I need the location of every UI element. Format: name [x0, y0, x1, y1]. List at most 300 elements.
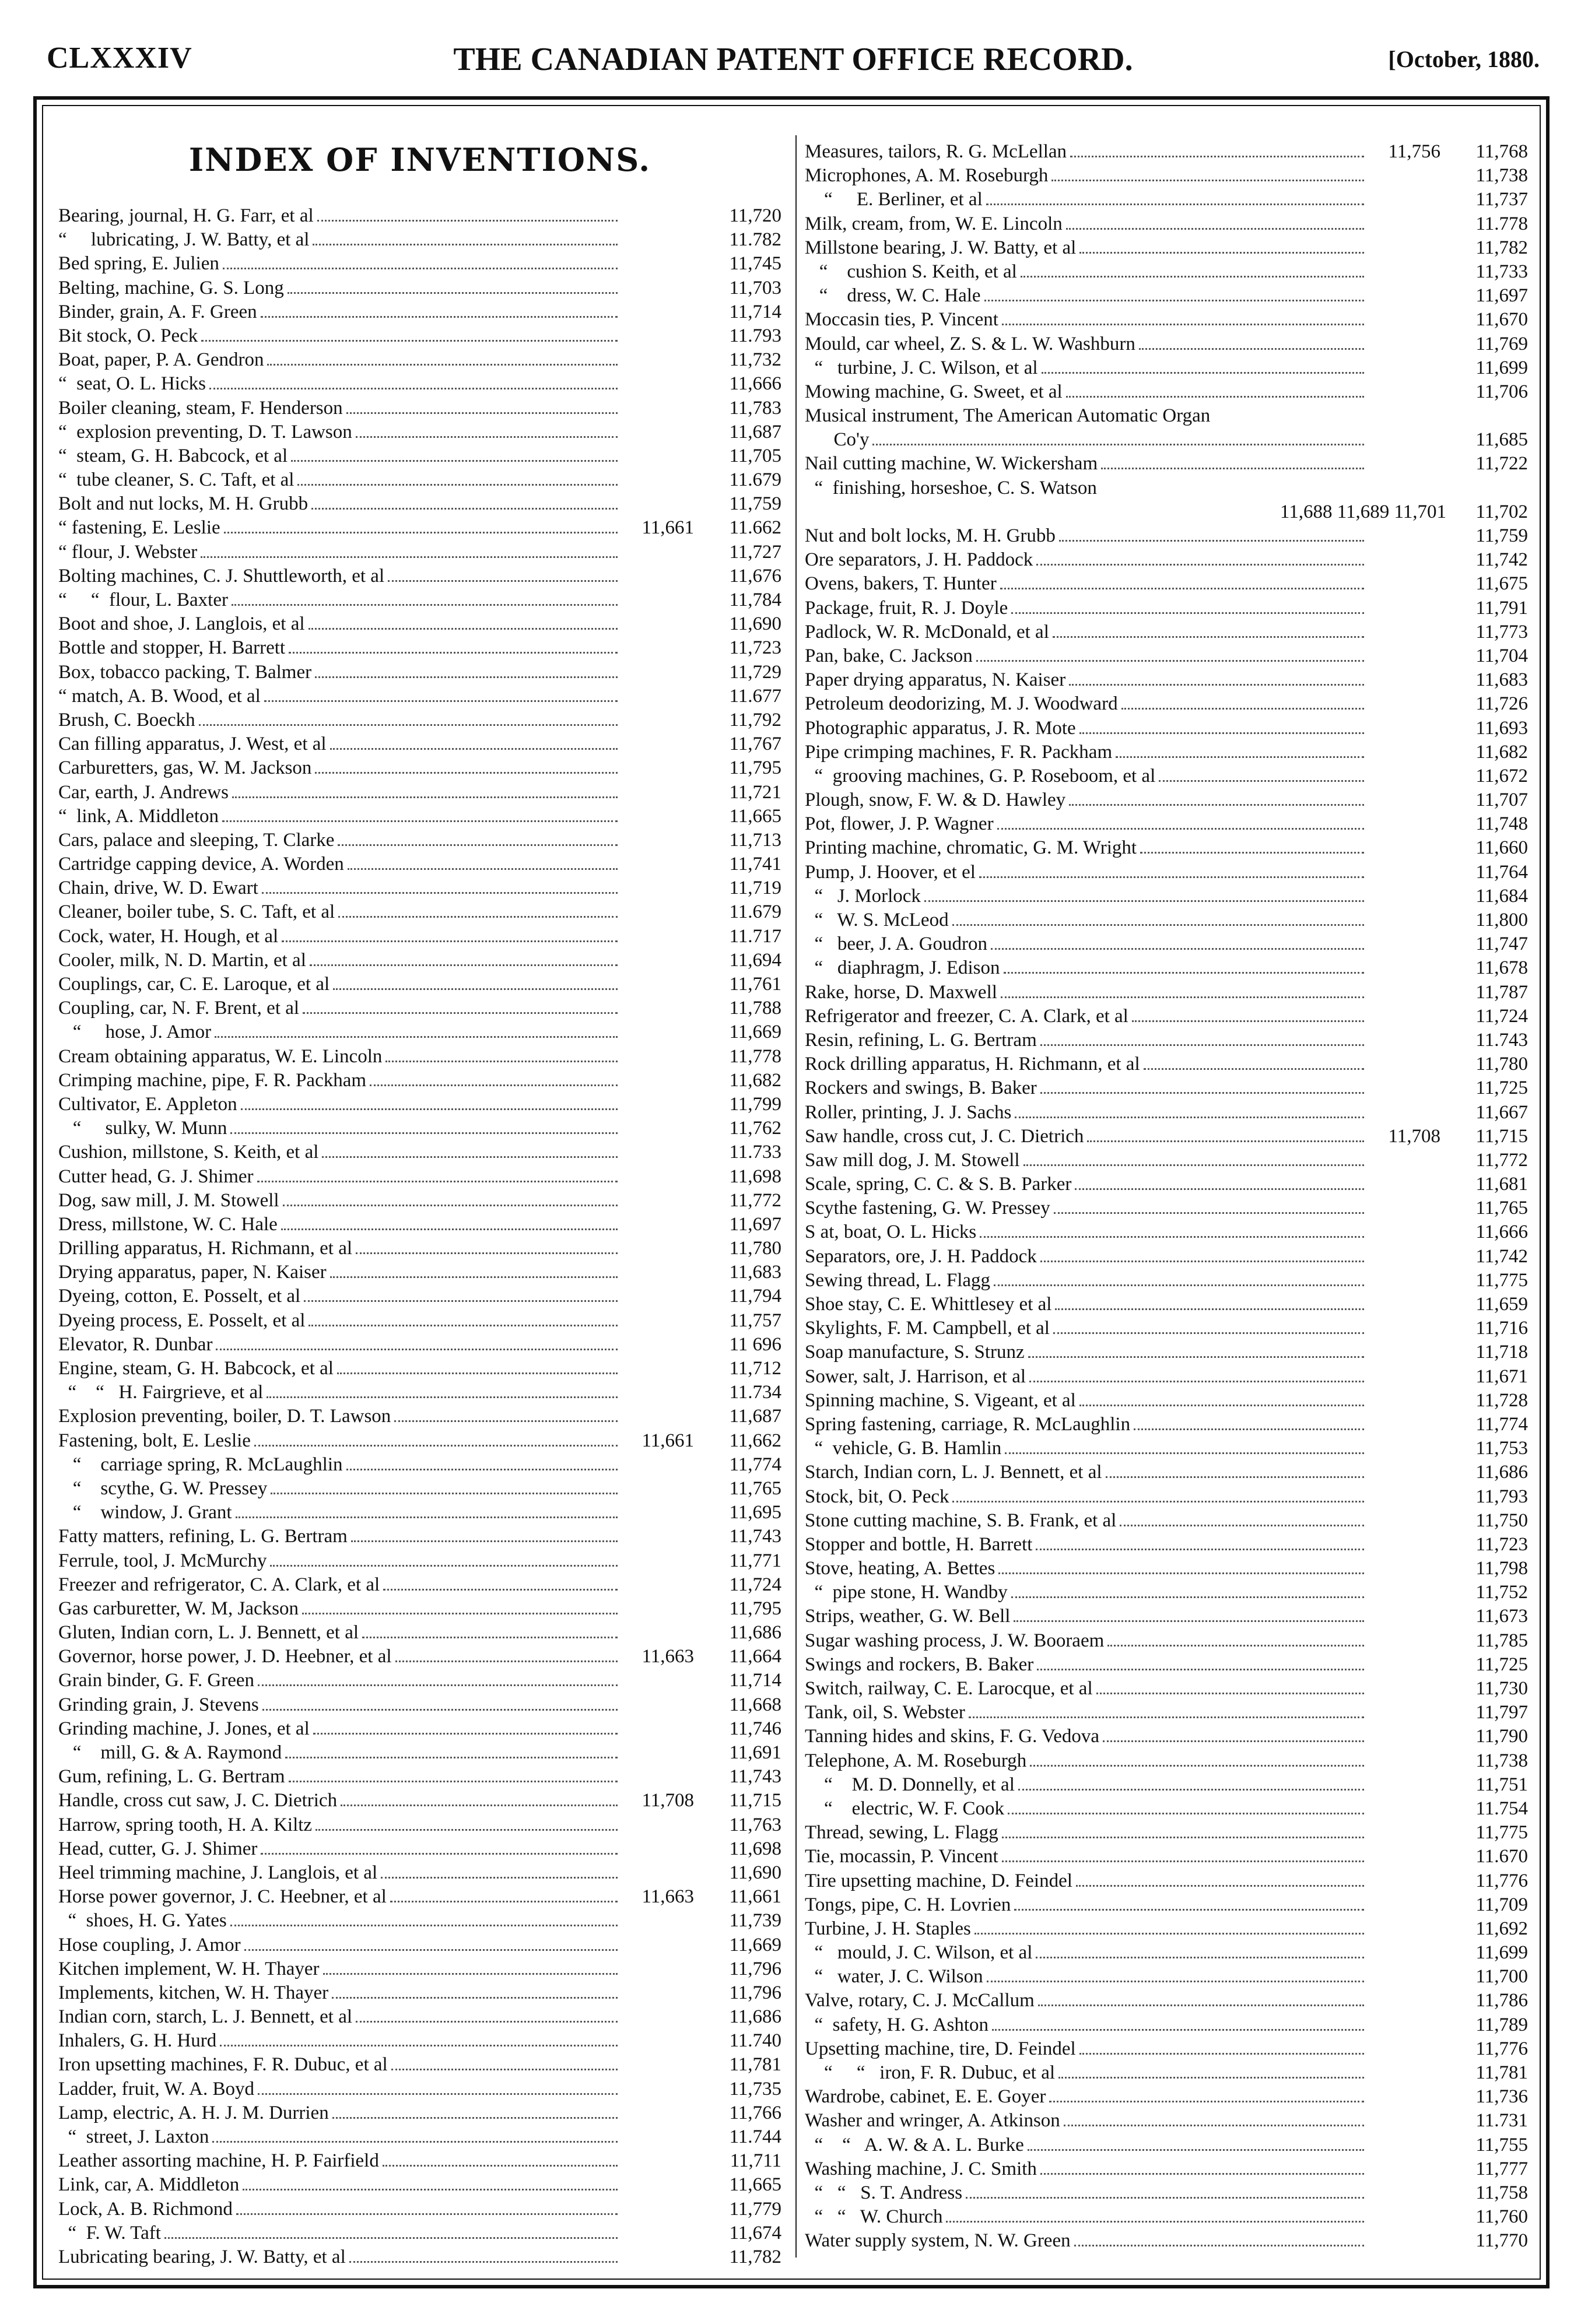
entry-subject: Sugar washing process, J. W. Booraem — [805, 1630, 1105, 1651]
entry-patent-number: 11,748 — [1475, 813, 1528, 835]
entry-patent-number: 11,751 — [1475, 1774, 1528, 1795]
leader-dots — [1116, 756, 1364, 758]
index-entry — [805, 1725, 1528, 1749]
index-entry — [805, 596, 1528, 620]
index-entry — [58, 492, 781, 516]
index-entry — [805, 2181, 1528, 2205]
entry-subject: Grain binder, G. F. Green — [58, 1670, 255, 1691]
entry-patent-number: 11,724 — [729, 1574, 781, 1595]
entry-subject: Washer and wringer, A. Atkinson — [805, 2110, 1060, 2132]
entry-subject: Saw mill dog, J. M. Stowell — [805, 1149, 1020, 1171]
entry-patent-number: 11,759 — [1475, 525, 1528, 546]
index-entry — [58, 1405, 781, 1428]
index-entry — [58, 2029, 781, 2053]
leader-dots — [1011, 1596, 1364, 1598]
leader-dots — [264, 700, 618, 702]
index-entry — [58, 949, 781, 973]
entry-patent-number: 11,783 — [729, 397, 781, 419]
entry-subject: Cutter head, G. J. Shimer — [58, 1165, 254, 1187]
leader-dots — [309, 1325, 618, 1326]
index-entry — [805, 1749, 1528, 1773]
index-entry — [805, 1797, 1528, 1821]
entry-subject: Refrigerator and freezer, C. A. Clark, et al — [805, 1005, 1128, 1027]
index-entry — [805, 981, 1528, 1005]
page-number: CLXXXIV — [47, 41, 192, 75]
entry-subject: Harrow, spring tooth, H. A. Kiltz — [58, 1814, 313, 1835]
leader-dots — [316, 1829, 618, 1831]
entry-subject: Iron upsetting machines, F. R. Dubuc, et al — [58, 2054, 388, 2076]
index-entry — [58, 2173, 781, 2197]
entry-patent-number: 11,687 — [729, 1406, 781, 1427]
entry-patent-number: 11.743 — [1475, 1029, 1528, 1051]
entry-patent-number: 11,760 — [1475, 2206, 1528, 2228]
index-entry — [58, 2125, 781, 2149]
leader-dots — [212, 2141, 618, 2143]
entry-patent-number: 11,765 — [1475, 1198, 1528, 1219]
leader-dots — [1004, 972, 1364, 974]
entry-subject: Co'y — [805, 429, 870, 451]
leader-dots — [209, 388, 618, 389]
entry-subject: Starch, Indian corn, L. J. Bennett, et al — [805, 1462, 1102, 1483]
index-entry — [805, 1076, 1528, 1100]
leader-dots — [1087, 1140, 1364, 1142]
entry-subject: Moccasin ties, P. Vincent — [805, 309, 998, 331]
leader-dots — [348, 868, 618, 870]
entry-subject: “ window, J. Grant — [58, 1502, 232, 1523]
entry-patent-number: 11,757 — [729, 1310, 781, 1331]
entry-subject: Musical instrument, The American Automatic Organ — [805, 405, 1211, 427]
index-entry — [805, 2061, 1528, 2085]
entry-patent-number: 11,733 — [1475, 261, 1528, 282]
leader-dots — [270, 1565, 618, 1567]
index-entry — [58, 2197, 781, 2221]
leader-dots — [1005, 1452, 1364, 1454]
entry-patent-number: 11.731 — [1475, 2110, 1528, 2132]
issue-date: [October, 1880. — [1388, 46, 1540, 72]
leader-dots — [332, 2117, 618, 2119]
entry-subject: Cars, palace and sleeping, T. Clarke — [58, 829, 335, 851]
leader-dots — [987, 1981, 1364, 1982]
entry-subject: Brush, C. Boeckh — [58, 709, 195, 731]
index-entry — [805, 1149, 1528, 1172]
leader-dots — [356, 2021, 618, 2023]
entry-patent-number: 11,727 — [729, 541, 781, 563]
index-entry — [805, 2037, 1528, 2061]
entry-patent-number: 11,683 — [729, 1262, 781, 1283]
entry-patent-number: 11,732 — [729, 349, 781, 371]
entry-subject: Cooler, milk, N. D. Martin, et al — [58, 949, 306, 971]
entry-subject: Wardrobe, cabinet, E. E. Goyer — [805, 2086, 1046, 2108]
entry-subject: “ turbine, J. C. Wilson, et al — [805, 357, 1038, 378]
leader-dots — [258, 1684, 618, 1686]
entry-subject: Horse power governor, J. C. Heebner, et al — [58, 1886, 387, 1908]
index-title: INDEX OF INVENTIONS. — [188, 141, 651, 178]
leader-dots — [1001, 996, 1364, 998]
leader-dots — [952, 924, 1364, 926]
leader-dots — [1096, 1693, 1364, 1694]
index-entry — [58, 1357, 781, 1381]
leader-dots — [310, 964, 618, 966]
entry-patent-number: 11,726 — [1475, 693, 1528, 715]
index-entry — [58, 1069, 781, 1093]
leader-dots — [257, 1181, 618, 1182]
entry-subject: Inhalers, G. H. Hurd — [58, 2030, 217, 2052]
entry-patent-number: 11,715 — [1475, 1125, 1528, 1147]
index-entry — [58, 348, 781, 372]
entry-subject: “ flour, J. Webster — [58, 541, 198, 563]
leader-dots — [1134, 1428, 1364, 1430]
entry-subject: Upsetting machine, tire, D. Feindel — [805, 2038, 1076, 2059]
entry-extra-number: 11,661 — [641, 1430, 694, 1451]
entry-subject: Mowing machine, G. Sweet, et al — [805, 381, 1063, 402]
entry-subject: Bottle and stopper, H. Barrett — [58, 637, 286, 659]
entry-patent-number: 11,766 — [729, 2102, 781, 2123]
entry-subject: Bolt and nut locks, M. H. Grubb — [58, 493, 309, 515]
entry-patent-number: 11,781 — [729, 2054, 781, 2076]
entry-patent-number: 11,796 — [729, 1982, 781, 2003]
entry-subject: Indian corn, starch, L. J. Bennett, et al — [58, 2006, 353, 2028]
entry-patent-number: 11,782 — [729, 2246, 781, 2267]
entry-patent-number: 11,682 — [1475, 741, 1528, 763]
entry-subject: Stock, bit, O. Peck — [805, 1486, 949, 1507]
entry-patent-number: 11.717 — [729, 925, 781, 947]
leader-dots — [302, 1613, 618, 1614]
leader-dots — [216, 1349, 618, 1350]
entry-extra-number: 11,756 — [1388, 141, 1440, 162]
index-entry — [58, 252, 781, 276]
leader-dots — [383, 1589, 618, 1591]
entry-subject: Box, tobacco packing, T. Balmer — [58, 661, 312, 683]
entry-subject: Printing machine, chromatic, G. M. Wright — [805, 837, 1137, 859]
leader-dots — [1000, 588, 1364, 589]
entry-subject: Dress, millstone, W. C. Hale — [58, 1213, 278, 1235]
entry-patent-number: 11,773 — [1475, 621, 1528, 643]
index-entry — [805, 500, 1528, 524]
leader-dots — [1079, 1405, 1364, 1406]
leader-dots — [1101, 468, 1364, 469]
index-entry — [58, 1453, 781, 1477]
leader-dots — [1139, 348, 1364, 350]
leader-dots — [254, 1445, 618, 1447]
index-entry — [58, 1501, 781, 1525]
leader-dots — [966, 2197, 1364, 2199]
index-entry — [58, 1645, 781, 1669]
entry-subject: Resin, refining, L. G. Bertram — [805, 1029, 1037, 1051]
entry-patent-number: 11,770 — [1475, 2230, 1528, 2252]
index-entry — [805, 1509, 1528, 1533]
entry-subject: Microphones, A. M. Roseburgh — [805, 165, 1049, 187]
entry-subject: “ electric, W. F. Cook — [805, 1798, 1004, 1819]
entry-patent-number: 11,661 — [729, 1886, 781, 1908]
entry-subject: Drilling apparatus, H. Richmann, et al — [58, 1238, 353, 1259]
leader-dots — [969, 1716, 1364, 1718]
page-header — [47, 41, 1540, 82]
leader-dots — [309, 628, 618, 630]
index-entry — [805, 524, 1528, 548]
index-entry — [805, 2133, 1528, 2157]
index-entry — [805, 548, 1528, 572]
entry-patent-number: 11,713 — [729, 829, 781, 851]
entry-patent-number: 11,790 — [1475, 1726, 1528, 1747]
entry-subject: Handle, cross cut saw, J. C. Dietrich — [58, 1790, 338, 1812]
entry-subject: Soap manufacture, S. Strunz — [805, 1342, 1025, 1363]
entry-patent-number: 11.670 — [1475, 1846, 1528, 1867]
index-entry — [805, 2109, 1528, 2133]
index-entry — [805, 1485, 1528, 1509]
entry-patent-number: 11,792 — [729, 709, 781, 731]
index-entry — [58, 1093, 781, 1117]
leader-dots — [313, 1733, 618, 1735]
index-entry — [58, 2149, 781, 2173]
index-entry — [805, 764, 1528, 788]
entry-patent-number: 11,700 — [1475, 1966, 1528, 1988]
entry-patent-number: 11,715 — [729, 1790, 781, 1812]
entry-patent-number: 11,682 — [729, 1069, 781, 1091]
entry-subject: Package, fruit, R. J. Doyle — [805, 597, 1008, 619]
entry-subject: Fastening, bolt, E. Leslie — [58, 1430, 251, 1451]
entry-patent-number: 11,743 — [729, 1526, 781, 1547]
index-entry — [805, 836, 1528, 860]
entry-subject: Swings and rockers, B. Baker — [805, 1654, 1034, 1675]
index-entry — [805, 1005, 1528, 1028]
index-entry — [805, 1773, 1528, 1797]
leader-dots — [220, 2045, 618, 2046]
leader-dots — [289, 1781, 618, 1782]
entry-patent-number: 11.679 — [729, 901, 781, 923]
entry-patent-number: 11,794 — [729, 1286, 781, 1307]
leader-dots — [390, 1901, 618, 1902]
entry-subject: Washing machine, J. C. Smith — [805, 2158, 1037, 2179]
leader-dots — [337, 1372, 618, 1374]
entry-patent-number: 11,776 — [1475, 1870, 1528, 1891]
entry-patent-number: 11,742 — [1475, 549, 1528, 571]
entry-subject: Ladder, fruit, W. A. Boyd — [58, 2078, 254, 2100]
index-entry — [805, 1340, 1528, 1364]
entry-patent-number: 11.740 — [729, 2030, 781, 2052]
entry-patent-number: 11,675 — [1475, 573, 1528, 595]
entry-patent-number: 11,703 — [729, 277, 781, 299]
entry-patent-number: 11,662 — [729, 1430, 781, 1451]
leader-dots — [333, 988, 618, 990]
entry-subject: “ vehicle, G. B. Hamlin — [805, 1438, 1002, 1459]
leader-dots — [349, 2261, 618, 2263]
leader-dots — [267, 364, 618, 366]
leader-dots — [998, 1572, 1364, 1574]
entry-patent-number: 11,705 — [729, 445, 781, 466]
entry-subject: “ water, J. C. Wilson — [805, 1966, 983, 1988]
index-entry — [58, 1381, 781, 1405]
leader-dots — [979, 876, 1364, 878]
index-entry — [58, 612, 781, 636]
entry-patent-number: 11,791 — [1475, 597, 1528, 619]
index-entry — [58, 204, 781, 228]
entry-subject: Saw handle, cross cut, J. C. Dietrich — [805, 1125, 1084, 1147]
entry-patent-number: 11.782 — [729, 229, 781, 251]
index-entry — [805, 1269, 1528, 1293]
index-entry — [805, 1317, 1528, 1340]
entry-subject: Ovens, bakers, T. Hunter — [805, 573, 997, 595]
leader-dots — [243, 2189, 618, 2190]
leader-dots — [1040, 1261, 1364, 1262]
entry-patent-number: 11,725 — [1475, 1077, 1528, 1099]
entry-patent-number: 11,723 — [729, 637, 781, 659]
entry-subject: “ F. W. Taft — [58, 2222, 161, 2244]
entry-patent-number: 11,681 — [1475, 1174, 1528, 1195]
entry-patent-number: 11,738 — [1475, 165, 1528, 187]
entry-patent-number: 11,716 — [1475, 1318, 1528, 1339]
entry-patent-number: 11,665 — [729, 805, 781, 827]
leader-dots — [362, 1637, 618, 1638]
entry-patent-number: 11,777 — [1475, 2158, 1528, 2179]
entry-patent-number: 11,721 — [729, 781, 781, 803]
entry-subject: Spring fastening, carriage, R. McLaughlin — [805, 1413, 1131, 1435]
leader-dots — [1064, 2125, 1364, 2126]
entry-patent-number: 11,785 — [1475, 1630, 1528, 1651]
leader-dots — [1066, 396, 1364, 398]
leader-dots — [1037, 1669, 1364, 1670]
entry-patent-number: 11,698 — [729, 1838, 781, 1859]
leader-dots — [285, 1757, 618, 1758]
entry-subject: Pot, flower, J. P. Wagner — [805, 813, 994, 835]
entry-patent-number: 11.793 — [729, 325, 781, 346]
entry-subject: Skylights, F. M. Campbell, et al — [805, 1318, 1050, 1339]
index-entry — [805, 260, 1528, 284]
index-entry — [58, 756, 781, 780]
leader-dots — [351, 1540, 618, 1542]
leader-dots — [1121, 708, 1364, 710]
entry-subject: Couplings, car, C. E. Laroque, et al — [58, 974, 330, 995]
index-entry — [58, 300, 781, 324]
entry-subject: Water supply system, N. W. Green — [805, 2230, 1071, 2252]
leader-dots — [1002, 1860, 1364, 1862]
leader-dots — [974, 1933, 1364, 1935]
entry-patent-number: 11,798 — [1475, 1558, 1528, 1579]
leader-dots — [991, 948, 1364, 950]
entry-subject: Boat, paper, P. A. Gendron — [58, 349, 264, 371]
leader-dots — [1049, 2101, 1364, 2102]
index-entry — [805, 380, 1528, 404]
entry-subject: “ mill, G. & A. Raymond — [58, 1742, 282, 1763]
entry-patent-number: 11,771 — [729, 1550, 781, 1571]
entry-subject: “ beer, J. A. Goudron — [805, 933, 988, 955]
entry-subject: Lubricating bearing, J. W. Batty, et al — [58, 2246, 346, 2267]
leader-dots — [317, 220, 618, 222]
leader-dots — [1008, 1813, 1364, 1814]
entry-subject: Shoe stay, C. E. Whittlesey et al — [805, 1294, 1052, 1315]
entry-subject: Nut and bolt locks, M. H. Grubb — [805, 525, 1056, 546]
entry-patent-number: 11,664 — [729, 1646, 781, 1667]
entry-subject: Ferrule, tool, J. McMurchy — [58, 1550, 267, 1571]
entry-patent-number: 11,668 — [729, 1694, 781, 1715]
entry-patent-number: 11,780 — [1475, 1054, 1528, 1075]
index-entry — [805, 1413, 1528, 1437]
index-entry — [58, 1765, 781, 1789]
entry-patent-number: 11,775 — [1475, 1822, 1528, 1844]
index-entry — [58, 516, 781, 540]
index-entry — [58, 1140, 781, 1164]
leader-dots — [1159, 780, 1364, 782]
entry-subject: Gluten, Indian corn, L. J. Bennett, et al — [58, 1622, 359, 1644]
index-entry — [58, 588, 781, 612]
leader-dots — [370, 1084, 618, 1086]
entry-subject: “ “ W. Church — [805, 2206, 943, 2228]
entry-subject: “ pipe stone, H. Wandby — [805, 1582, 1008, 1603]
leader-dots — [341, 1805, 618, 1806]
index-entry — [58, 1597, 781, 1621]
left-column — [58, 140, 781, 2269]
leader-dots — [1055, 1308, 1364, 1310]
leader-dots — [1014, 1620, 1364, 1622]
entry-patent-number: 11,761 — [729, 974, 781, 995]
leader-dots — [291, 460, 618, 462]
entry-patent-number: 11,720 — [729, 205, 781, 226]
leader-dots — [283, 1205, 618, 1206]
entry-subject: Scythe fastening, G. W. Pressey — [805, 1198, 1050, 1219]
index-entry — [805, 1653, 1528, 1677]
entry-patent-number: 11,714 — [729, 1670, 781, 1691]
index-entry — [58, 1837, 781, 1861]
entry-subject: Thread, sewing, L. Flagg — [805, 1822, 998, 1844]
index-entry — [58, 1429, 781, 1453]
leader-dots — [1038, 2004, 1364, 2006]
entry-subject: “ dress, W. C. Hale — [805, 285, 981, 307]
index-entry — [58, 2077, 781, 2101]
index-entry — [805, 788, 1528, 812]
index-entry — [805, 2085, 1528, 2109]
leader-dots — [381, 1877, 618, 1879]
entry-patent-number: 11,695 — [729, 1502, 781, 1523]
leader-dots — [1036, 1957, 1364, 1958]
leader-dots — [281, 1228, 618, 1230]
index-entry — [805, 1196, 1528, 1220]
index-entry — [58, 925, 781, 949]
leader-dots — [244, 1949, 618, 1951]
entry-patent-number: 11,706 — [1475, 381, 1528, 402]
entry-patent-number: 11,724 — [1475, 1005, 1528, 1027]
entry-subject: Nail cutting machine, W. Wickersham — [805, 453, 1098, 475]
leader-dots — [1069, 804, 1364, 806]
entry-patent-number: 11,772 — [729, 1189, 781, 1211]
entry-subject: Stone cutting machine, S. B. Frank, et al — [805, 1509, 1117, 1531]
entry-subject: Car, earth, J. Andrews — [58, 781, 229, 803]
entry-subject: Telephone, A. M. Roseburgh — [805, 1750, 1027, 1771]
index-entry — [58, 1189, 781, 1213]
leader-dots — [1030, 1765, 1364, 1767]
entry-subject: “ match, A. B. Wood, et al — [58, 685, 261, 707]
leader-dots — [1023, 1164, 1364, 1166]
leader-dots — [262, 892, 618, 894]
entry-patent-number: 11.744 — [729, 2126, 781, 2147]
entry-patent-number: 11,759 — [729, 493, 781, 515]
index-entry — [805, 644, 1528, 668]
leader-dots — [1079, 732, 1364, 734]
entry-patent-number: 11,797 — [1475, 1702, 1528, 1723]
entry-subject: “ finishing, horseshoe, C. S. Watson — [805, 477, 1097, 498]
entry-subject: Tanning hides and skins, F. G. Vedova — [805, 1726, 1099, 1747]
index-entry — [58, 396, 781, 420]
index-entry — [805, 668, 1528, 692]
leader-dots — [391, 2069, 618, 2070]
leader-dots — [236, 1516, 618, 1518]
entry-subject: Rockers and swings, B. Baker — [805, 1077, 1037, 1099]
entry-subject: “ safety, H. G. Ashton — [805, 2014, 988, 2035]
entry-subject: Spinning machine, S. Vigeant, et al — [805, 1389, 1076, 1411]
leader-dots — [288, 292, 618, 294]
entry-patent-number: 11.733 — [729, 1142, 781, 1163]
entry-extra-number: 11,708 — [1388, 1125, 1440, 1147]
entry-patent-number: 11,774 — [1475, 1413, 1528, 1435]
entry-subject: “ M. D. Donnelly, et al — [805, 1774, 1015, 1795]
